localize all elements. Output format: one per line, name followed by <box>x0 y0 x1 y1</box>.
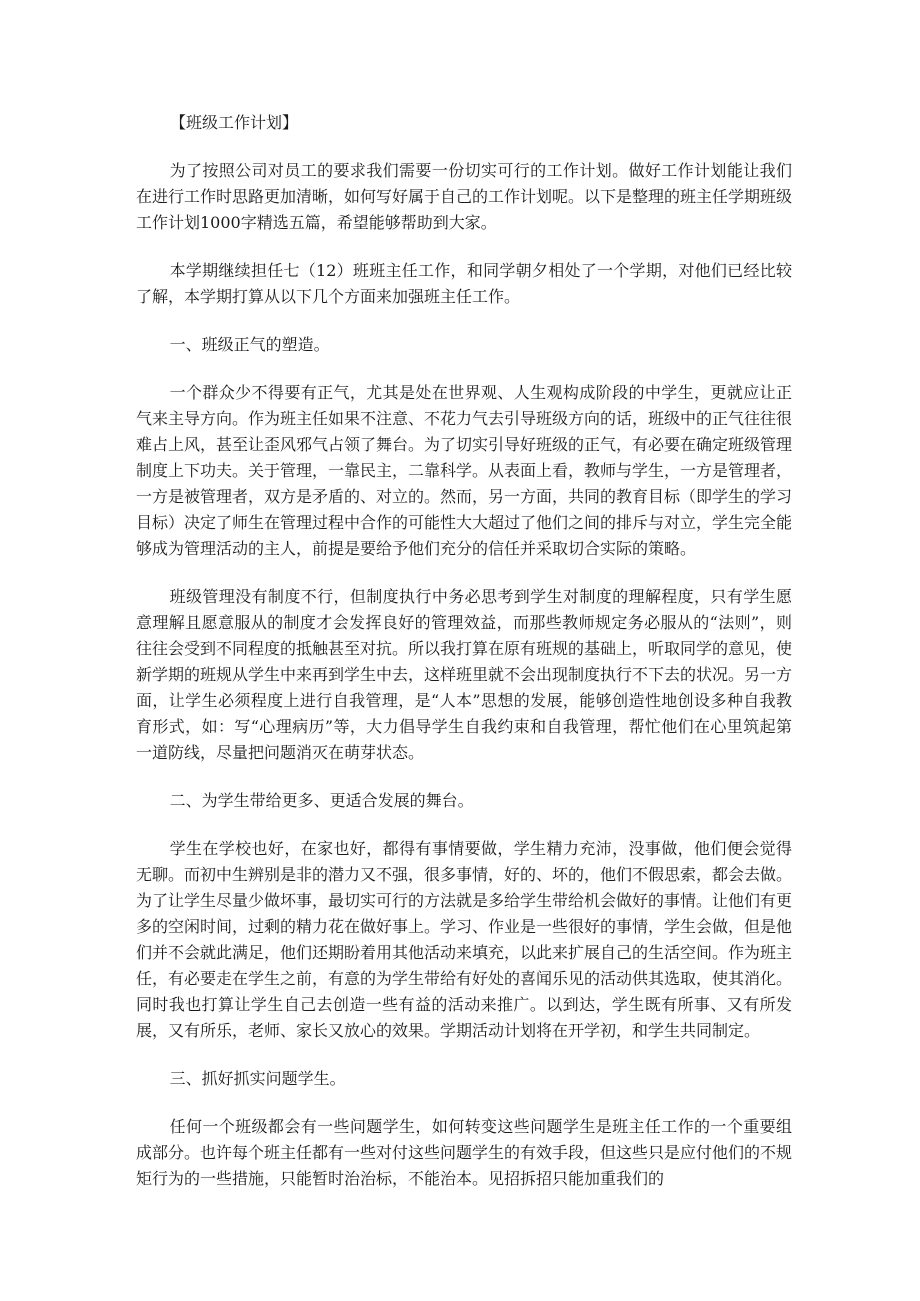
section-2-paragraph-1: 学生在学校也好，在家也好，都得有事情要做，学生精力充沛，没事做，他们便会觉得无聊。而初中生辨别是非的潜力又不强，很多事情，好的、坏的，他们不假思索，都会去做。为了让学生尽量少做坏事，最切实可行的方法就是多给学生带给机会做好的事情。让他们有更多的空闲时间，过剩的精力花在做好事上。学习、作业是一些很好的事情，学生会做，但是他们并不会就此满足，他们还期盼着用其他活动来填充，以此来扩展自己的生活空间。作为班主任，有必要走在学生之前，有意的为学生带给有好处的喜闻乐见的活动供其选取，使其消化。同时我也打算让学生自己去创造一些有益的活动来推广。以到达，学生既有所事、又有所发展，又有所乐，老师、家长又放心的效果。学期活动计划将在开学初，和学生共同制定。 <box>136 839 793 1040</box>
intro-paragraph: 为了按照公司对员工的要求我们需要一份切实可行的工作计划。做好工作计划能让我们在进行工作时思路更加清晰，如何写好属于自己的工作计划呢。以下是整理的班主任学期班级工作计划1000字精选五篇，希望能够帮助到大家。 <box>136 161 793 232</box>
section-2-heading: 二、为学生带给更多、更适合发展的舞台。 <box>169 791 474 810</box>
document-title: 【班级工作计划】 <box>170 113 299 132</box>
opening-paragraph: 本学期继续担任七（12）班班主任工作，和同学朝夕相处了一个学期，对他们已经比较了解，本学期打算从以下几个方面来加强班主任工作。 <box>136 261 792 306</box>
section-1-heading: 一、班级正气的塑造。 <box>169 335 330 354</box>
document-page <box>136 110 792 1214</box>
section-3-paragraph-1: 任何一个班级都会有一些问题学生，如何转变这些问题学生是班主任工作的一个重要组成部分。也许每个班主任都有一些对付这些问题学生的有效手段，但这些只是应付他们的不规矩行为的一些措施，只能暂时治治标，不能治本。见招拆招只能加重我们的 <box>136 1117 793 1188</box>
section-1-paragraph-2: 班级管理没有制度不行，但制度执行中务必思考到学生对制度的理解程度，只有学生愿意理解且愿意服从的制度才会发挥良好的管理效益，而那些教师规定务必服从的“法则”，则往往会受到不同程度的抵触甚至对抗。所以我打算在原有班规的基础上，听取同学的意见，使新学期的班规从学生中来再到学生中去，这样班里就不会出现制度执行不下去的状况。另一方面，让学生必须程度上进行自我管理，是“人本”思想的发展，能够创造性地创设多种自我教育形式，如：写“心理病历”等，大力倡导学生自我约束和自我管理，帮忙他们在心里筑起第一道防线，尽量把问题消灭在萌芽状态。 <box>136 587 793 762</box>
section-1-paragraph-1: 一个群众少不得要有正气，尤其是处在世界观、人生观构成阶段的中学生，更就应让正气来主导方向。作为班主任如果不注意、不花力气去引导班级方向的话，班级中的正气往往很难占上风，甚至让歪风邪气占领了舞台。为了切实引导好班级的正气，有必要在确定班级管理制度上下功夫。关于管理，一靠民主，二靠科学。从表面上看，教师与学生，一方是管理者，一方是被管理者，双方是矛盾的、对立的。然而，另一方面，共同的教育目标（即学生的学习目标）决定了师生在管理过程中合作的可能性大大超过了他们之间的排斥与对立，学生完全能够成为管理活动的主人，前提是要给予他们充分的信任并采取切合实际的策略。 <box>136 383 793 558</box>
section-3-heading: 三、抓好抓实问题学生。 <box>169 1069 346 1088</box>
